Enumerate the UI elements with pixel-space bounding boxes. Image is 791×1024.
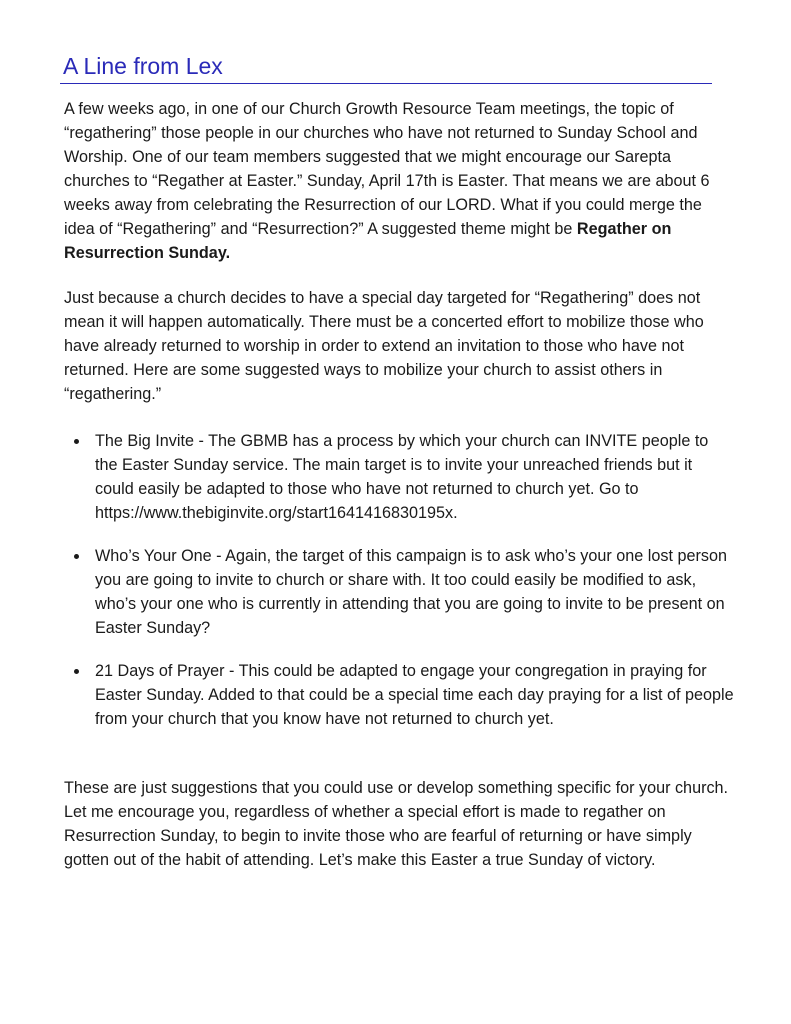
list-item-text: The Big Invite - The GBMB has a process by which your church can INVITE people to the Easter Sunday service. The main target is to invite your unreached friends but it could easily be adapted to those who have not returned to church yet. Go to https://www.thebiginvite.org/start1641416830195x.: [95, 432, 709, 522]
intro-text: A few weeks ago, in one of our Church Growth Resource Team meetings, the topic of “regathering” those people in our churches who have not returned to Sunday School and Worship. One of our team members suggested that we might encourage our Sarepta churches to “Regather at Easter.” Sunday, April 17th is Easter. That means we are about 6 weeks away from celebrating the Resurrection of our LORD. What if you could merge the idea of “Regathering” and “Resurrection?” A suggested theme might be: [64, 100, 710, 238]
closing-paragraph: These are just suggestions that you could use or develop something specific for your church. Let me encourage you, regardless of whether a special effort is made to regather on Resurrection Sunday, to begin to invite those who are fearful of returning or have simply gotten out of the habit of attending. Let’s make this Easter a true Sunday of victory.: [64, 779, 729, 869]
theme-highlight: Regather on Resurrection Sunday.: [64, 220, 672, 262]
list-item-text: Who’s Your One - Again, the target of this campaign is to ask who’s your one lost person you are going to invite to church or share with. It too could easily be modified to ask, who’s your one who is currently in attending that you are going to invite to be present on Easter Sunday?: [95, 547, 727, 637]
bullet-icon: [74, 554, 79, 559]
intro-paragraph: [64, 97, 736, 265]
page-title: A Line from Lex: [63, 53, 223, 79]
title-underline: [60, 83, 712, 84]
bullet-icon: [74, 669, 79, 674]
bullet-icon: [74, 439, 79, 444]
list-item-text: 21 Days of Prayer - This could be adapted to engage your congregation in praying for Easter Sunday. Added to that could be a special time each day praying for a list of people from your church that you know have not returned to church yet.: [95, 662, 734, 728]
mobilize-paragraph: Just because a church decides to have a special day targeted for “Regathering” does not mean it will happen automatically. There must be a concerted effort to mobilize those who have already returned to worship in order to extend an invitation to those who have not returned. Here are some suggested ways to mobilize your church to assist others in “regathering.”: [64, 289, 704, 403]
